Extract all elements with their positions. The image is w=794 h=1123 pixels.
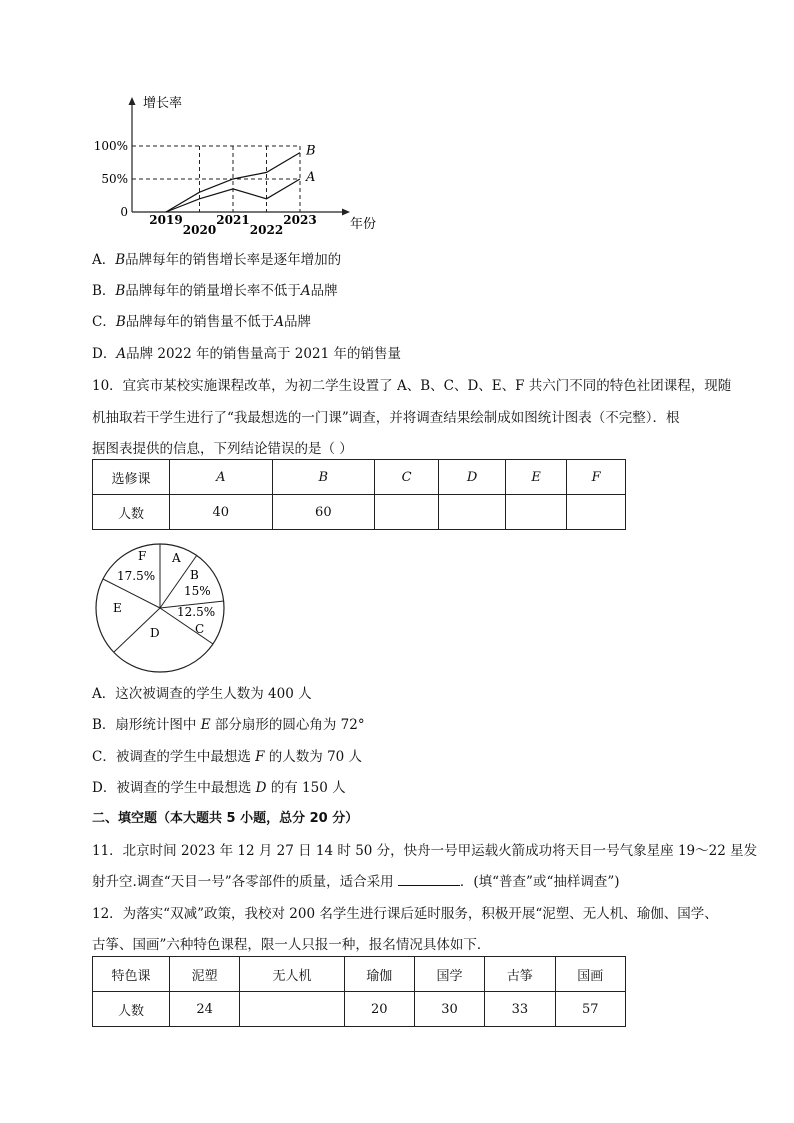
q10-line-1: 10．宜宾市某校实施课程改革，为初二学生设置了 A、B、C、D、E、F 共六门不同的特色社团课程，现随 [92, 378, 732, 394]
q10-option-d: D．被调查的学生中最想选 D 的有 150 人 [92, 780, 346, 796]
table-cell: 国学 [414, 957, 484, 992]
table-cell: F [567, 460, 626, 495]
table-cell [505, 495, 566, 530]
table-cell: 古筝 [485, 957, 555, 992]
table-cell: 无人机 [240, 957, 344, 992]
x-axis-arrow [342, 209, 350, 216]
q10-line-2: 机抽取若干学生进行了“我最想选的一门课”调查，并将调查结果绘制成如图统计图表（不完整）．根 [92, 410, 680, 426]
table-cell: 57 [555, 992, 625, 1027]
q12-table [92, 956, 626, 1027]
x-axis-label: 年份 [350, 217, 377, 232]
table-cell: 选修课 [93, 460, 170, 495]
y-axis-label: 增长率 [143, 96, 183, 111]
growth-rate-chart [93, 90, 380, 240]
table-cell: 泥塑 [170, 957, 240, 992]
series-label-a: A [306, 170, 316, 185]
pie-label-b: B [190, 568, 199, 582]
y-tick-label: 0 [120, 205, 128, 219]
table-cell: A [170, 460, 273, 495]
table-cell [375, 495, 439, 530]
section-heading: 二、填空题（本大题共 5 小题，总分 20 分） [92, 811, 359, 826]
table-cell: 60 [272, 495, 375, 530]
x-tick-label: 2020 [182, 223, 217, 237]
table-row [93, 460, 626, 495]
table-cell: 特色课 [93, 957, 170, 992]
table-cell [567, 495, 626, 530]
x-tick-label: 2019 [149, 213, 183, 227]
y-axis-arrow [129, 97, 136, 105]
pie-label-d: D [150, 626, 160, 640]
x-tick-label: 2023 [283, 213, 317, 227]
table-cell: B [272, 460, 375, 495]
table-cell: 国画 [555, 957, 625, 992]
pie-pct-f: 17.5% [117, 569, 156, 583]
q9-option-a: A．B品牌每年的销售增长率是逐年增加的 [92, 252, 342, 268]
pie-label-f: F [138, 549, 147, 563]
series-label-b: B [306, 143, 316, 159]
table-cell: E [505, 460, 566, 495]
q10-line-3: 据图表提供的信息，下列结论错误的是（ ） [92, 441, 353, 457]
x-tick-label: 2021 [216, 213, 250, 227]
table-cell: 24 [170, 992, 240, 1027]
table-cell: 40 [170, 495, 273, 530]
q9-option-c: C．B品牌每年的销售量不低于A品牌 [92, 314, 312, 330]
q11-line-2: 射升空.调查“天目一号”各零部件的质量，适合采用 ．(填“普查”或“抽样调查”) [92, 874, 620, 890]
q9-option-d: D．A品牌 2022 年的销售量高于 2021 年的销售量 [92, 346, 401, 362]
table-row [93, 992, 626, 1027]
y-tick-label: 50% [101, 172, 128, 186]
table-row [93, 495, 626, 530]
pie-pct-b: 15% [184, 584, 211, 598]
table-cell: 人数 [93, 992, 170, 1027]
pie-pct-c: 12.5% [177, 605, 216, 619]
answer-blank[interactable] [398, 873, 460, 886]
table-cell: 30 [414, 992, 484, 1027]
q12-line-1: 12．为落实“双减”政策，我校对 200 名学生进行课后延时服务，积极开展“泥塑、无人机、瑜伽、国学、 [92, 906, 718, 922]
q9-option-b: B．B品牌每年的销量增长率不低于A品牌 [92, 283, 338, 299]
q10-option-a: A．这次被调查的学生人数为 400 人 [92, 686, 312, 702]
q10-table [92, 459, 626, 530]
q12-line-2: 古筝、国画”六种特色课程，限一人只报一种，报名情况具体如下． [92, 937, 491, 953]
table-cell [240, 992, 344, 1027]
table-cell: 瑜伽 [344, 957, 414, 992]
table-cell: D [439, 460, 506, 495]
pie-label-a: A [172, 551, 181, 565]
table-cell: 人数 [93, 495, 170, 530]
table-cell: 20 [344, 992, 414, 1027]
table-cell [439, 495, 506, 530]
pie-label-c: C [195, 622, 205, 636]
q10-option-b: B．扇形统计图中 E 部分扇形的圆心角为 72° [92, 717, 365, 733]
x-tick-label: 2022 [249, 223, 284, 237]
course-pie-chart [92, 540, 228, 676]
table-cell: C [375, 460, 439, 495]
table-row [93, 957, 626, 992]
q11-line-1: 11．北京时间 2023 年 12 月 27 日 14 时 50 分，快舟一号甲运载火箭成功将天目一号气象星座 19～22 星发 [92, 843, 758, 859]
q10-option-c: C．被调查的学生中最想选 F 的人数为 70 人 [92, 749, 363, 765]
table-cell: 33 [485, 992, 555, 1027]
y-tick-label: 100% [93, 139, 128, 153]
pie-label-e: E [113, 601, 122, 615]
